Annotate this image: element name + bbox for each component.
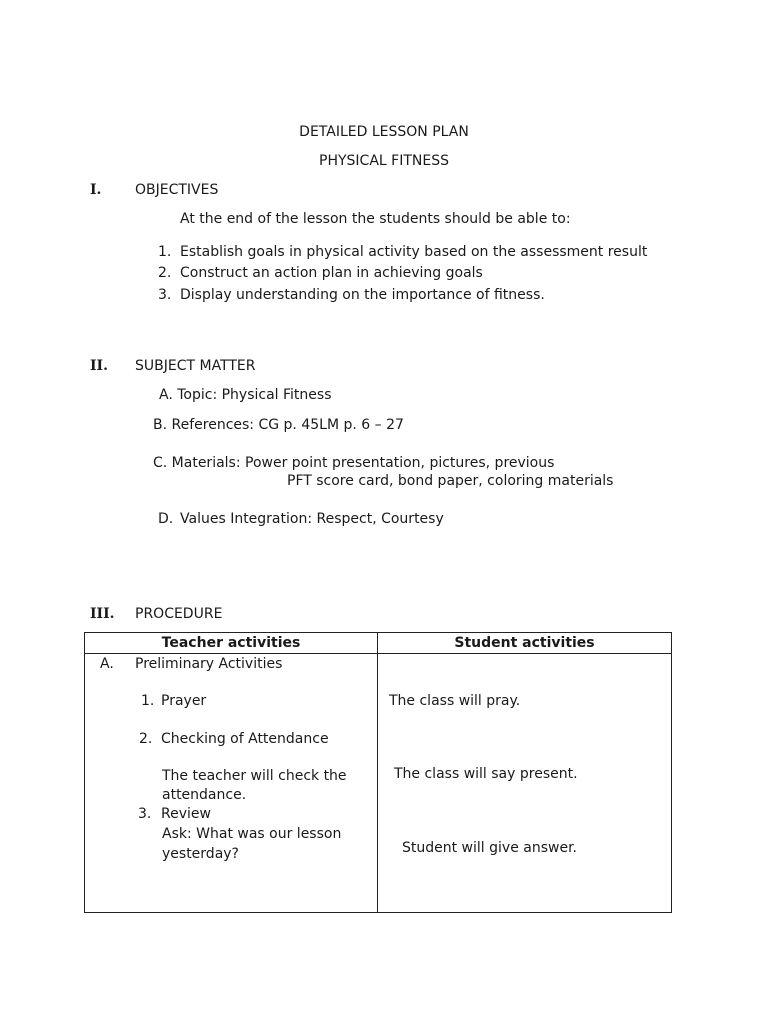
materials-line-continued: PFT score card, bond paper, coloring materials: [287, 473, 614, 489]
student-response: The class will say present.: [394, 766, 578, 782]
subject-matter-heading: SUBJECT MATTER: [135, 358, 256, 374]
subject-matter-numeral: II.: [90, 358, 108, 374]
procedure-table: [84, 632, 672, 913]
item-number: 3.: [138, 806, 152, 822]
topic-line: A. Topic: Physical Fitness: [159, 387, 332, 403]
objective-item: Display understanding on the importance of fitness.: [180, 287, 545, 303]
review-item: Review: [161, 806, 211, 822]
objectives-numeral: I.: [90, 182, 102, 198]
objective-number: 3.: [158, 287, 172, 303]
preliminary-activities: Preliminary Activities: [135, 656, 283, 672]
values-label: D.: [158, 511, 174, 527]
prayer-item: Prayer: [161, 693, 207, 709]
review-question: Ask: What was our lesson: [162, 826, 342, 842]
item-number: 2.: [139, 731, 153, 747]
table-row: [85, 654, 672, 913]
objective-number: 2.: [158, 265, 172, 281]
objectives-intro: At the end of the lesson the students should be able to:: [180, 211, 571, 227]
procedure-numeral: III.: [90, 606, 115, 622]
document-subtitle: PHYSICAL FITNESS: [319, 153, 449, 169]
student-response: Student will give answer.: [402, 840, 577, 856]
procedure-heading: PROCEDURE: [135, 606, 223, 622]
section-label: A.: [100, 656, 114, 672]
review-question-continued: yesterday?: [162, 846, 239, 862]
item-number: 1.: [141, 693, 155, 709]
objective-item: Establish goals in physical activity based on the assessment result: [180, 244, 648, 260]
teacher-activities-cell: [85, 654, 378, 913]
student-response: The class will pray.: [389, 693, 521, 709]
student-activities-cell: [378, 654, 672, 913]
objective-number: 1.: [158, 244, 172, 260]
student-activities-header: Student activities: [378, 633, 672, 654]
attendance-item: Checking of Attendance: [161, 731, 329, 747]
objectives-heading: OBJECTIVES: [135, 182, 219, 198]
attendance-detail: The teacher will check the: [162, 768, 347, 784]
teacher-activities-header: Teacher activities: [85, 633, 378, 654]
table-header-row: [85, 633, 672, 654]
objective-item: Construct an action plan in achieving goals: [180, 265, 483, 281]
document-title: DETAILED LESSON PLAN: [299, 124, 469, 140]
references-line: B. References: CG p. 45LM p. 6 – 27: [153, 417, 404, 433]
materials-line: C. Materials: Power point presentation, pictures, previous: [153, 455, 555, 471]
values-line: Values Integration: Respect, Courtesy: [180, 511, 444, 527]
attendance-detail-continued: attendance.: [162, 787, 247, 803]
